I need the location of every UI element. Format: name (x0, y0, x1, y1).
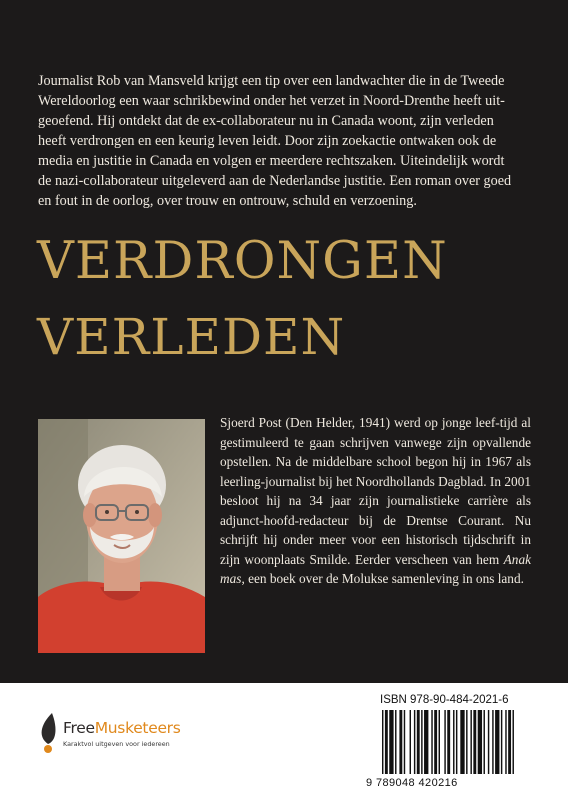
author-photo (38, 419, 205, 653)
barcode-bar (424, 710, 428, 774)
barcode-bar (444, 710, 445, 774)
barcode-bar (453, 710, 454, 774)
publisher-name-free: Free (63, 719, 95, 737)
barcode-bar (488, 710, 489, 774)
publisher-logo (38, 711, 238, 771)
barcode-bar (447, 710, 450, 774)
barcode-bar (513, 710, 514, 774)
barcode-bar (484, 710, 485, 774)
bio-text-1: Sjoerd Post (Den Helder, 1941) werd op jonge leef-tijd al gestimuleerd te gaan schrijven vanwege zijn opvallende opstellen. Na de middelbare school begon hij in 1967 als leerling-journalist bij het Noordhollands Dagblad. In 2001 besloot hij na 34 jaar zijn journalistieke carrière als adjunct-hoofd-redacteur bij de Drentse Courant. Nu schrijft hij onder meer voor een historisch tijdschrift in zijn woonplaats Smilde. Eerder verscheen van hem (220, 415, 531, 567)
barcode-bar (456, 710, 457, 774)
bio-book-title: Anak mas (220, 551, 531, 586)
barcode-bar (473, 710, 476, 774)
barcode-bar (421, 710, 422, 774)
blurb-text: Journalist Rob van Mansveld krijgt een tip over een landwachter die in de Tweede Wereldoorlog een waar schrikbewind onder het verzet in Noord-Drenthe heeft uit- geoefend. Hij ontdekt dat de ex-collaborateur nu in Canada woont, zijn verleden heeft verdrongen en een keurig leven leidt. Door zijn zoekactie ontwaken ook de media en justitie in Canada en volgen er meerdere rechtszaken. Uiteindelijk wordt de nazi-collaborateur uitgeleverd aan de Nederlandse justitie. Een roman over goed en fout in de oorlog, over trouw en ontrouw, schuld en verzoening. (38, 73, 512, 209)
barcode-bar (385, 710, 388, 774)
barcode-bar (382, 710, 383, 774)
barcode-bar (505, 710, 506, 774)
barcode-bar (495, 710, 499, 774)
barcode-bar (417, 710, 420, 774)
barcode-bar (389, 710, 393, 774)
barcode-bar (410, 710, 411, 774)
barcode-bar (439, 710, 440, 774)
barcode-number: 9 789048 420216 (366, 777, 458, 789)
author-bio (220, 413, 531, 589)
barcode-bar (414, 710, 415, 774)
barcode-bar (460, 710, 464, 774)
publisher-name-musketeers: Musketeers (94, 719, 181, 737)
barcode-bar (492, 710, 493, 774)
barcode (380, 710, 556, 774)
isbn-label: ISBN 978-90-484-2021-6 (380, 694, 509, 706)
barcode-bar (501, 710, 502, 774)
barcode-bar (508, 710, 511, 774)
barcode-bar (431, 710, 432, 774)
bio-text-2: , een boek over de Molukse samenleving in ons land. (241, 571, 524, 586)
quill-drop-icon (38, 711, 62, 753)
barcode-bar (478, 710, 482, 774)
publisher-name (63, 719, 181, 737)
barcode-bar (399, 710, 402, 774)
author-portrait (38, 419, 205, 653)
title-line-1: VERDRONGEN (37, 232, 448, 291)
barcode-bar (470, 710, 471, 774)
barcode-bar (434, 710, 437, 774)
barcode-bar (395, 710, 396, 774)
barcode-bar (404, 710, 405, 774)
title-line-2: VERLEDEN (37, 308, 346, 366)
barcode-bar (466, 710, 467, 774)
publisher-tagline: Karaktvol uitgeven voor iedereen (63, 740, 170, 748)
